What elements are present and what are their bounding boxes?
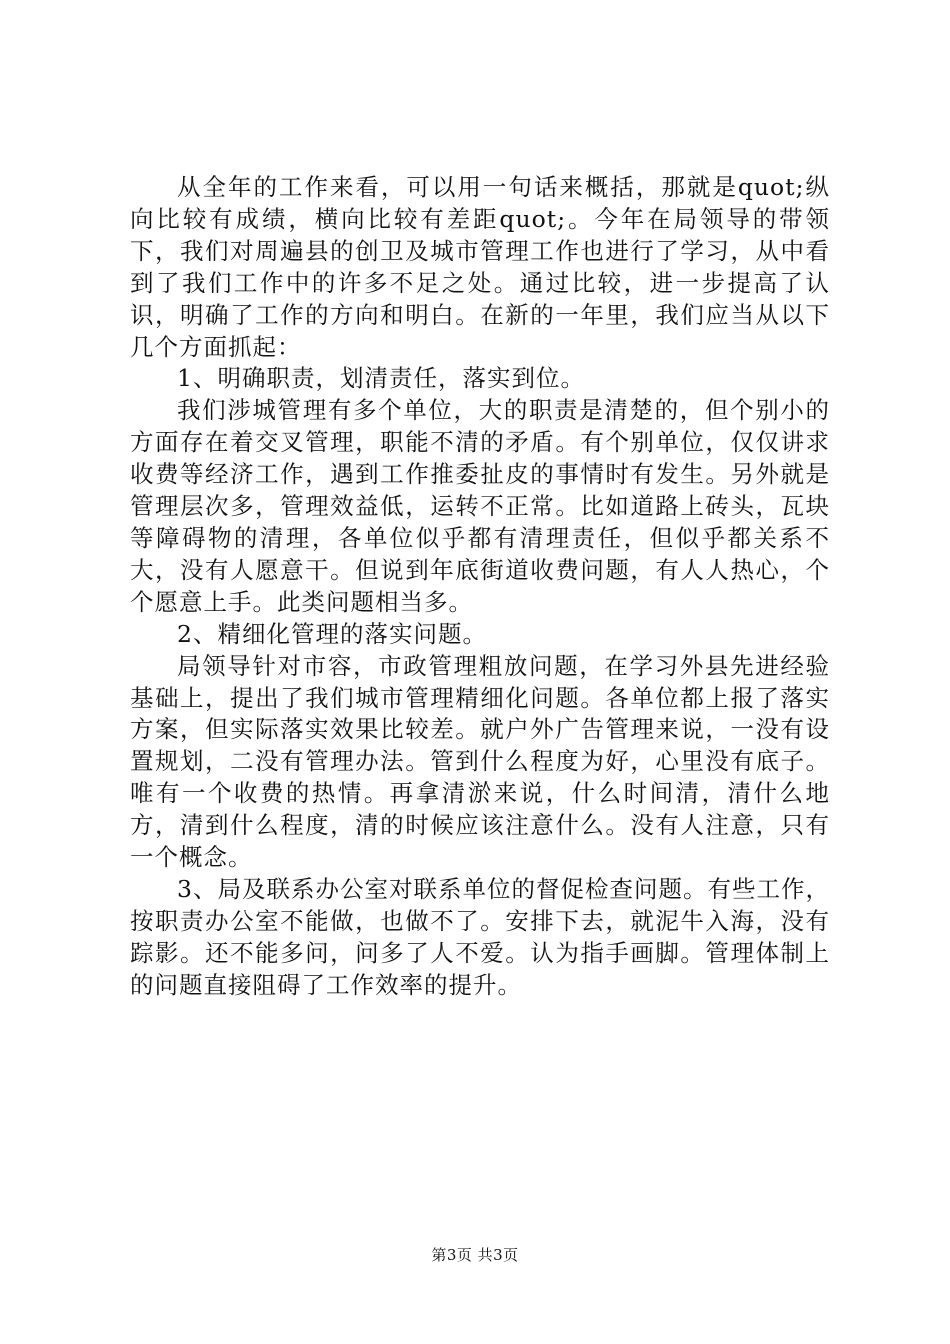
- heading-item-1: 1、明确职责，划清责任，落实到位。: [177, 364, 585, 393]
- heading-item-2: 2、精细化管理的落实问题。: [177, 619, 487, 648]
- paragraph-item-3: 3、局及联系办公室对联系单位的督促检查问题。有些工作，按职责办公室不能做，也做不了。安排下去，就泥牛入海，没有踪影。还不能多问，问多了人不爱。认为指手画脚。管理体制上的问题直接阻碍了工作效率的提升。: [130, 874, 830, 999]
- paragraph-item-2: 局领导针对市容，市政管理粗放问题，在学习外县先进经验基础上，提出了我们城市管理精细化问题。各单位都上报了落实方案，但实际落实效果比较差。就户外广告管理来说，一没有设置规划，二没有管理办法。管到什么程度为好，心里没有底子。唯有一个收费的热情。再拿清淤来说，什么时间清，清什么地方，清到什么程度，清的时候应该注意什么。没有人注意，只有一个概念。: [130, 651, 830, 872]
- document-body: [130, 172, 830, 1002]
- paragraph-summary: 从全年的工作来看，可以用一句话来概括，那就是quot;纵向比较有成绩，横向比较有差距quot;。今年在局领导的带领下，我们对周遍县的创卫及城市管理工作也进行了学习，从中看到了我们工作中的许多不足之处。通过比较，进一步提高了认识，明确了工作的方向和明白。在新的一年里，我们应当从以下几个方面抓起：: [130, 173, 830, 361]
- page-number: 第3页 共3页: [431, 1246, 519, 1264]
- paragraph-item-1: 我们涉城管理有多个单位，大的职责是清楚的，但个别小的方面存在着交叉管理，职能不清的矛盾。有个别单位，仅仅讲求收费等经济工作，遇到工作推委扯皮的事情时有发生。另外就是管理层次多，管理效益低，运转不正常。比如道路上砖头，瓦块等障碍物的清理，各单位似乎都有清理责任，但似乎都关系不大，没有人愿意干。但说到年底街道收费问题，有人人热心，个个愿意上手。此类问题相当多。: [130, 396, 830, 616]
